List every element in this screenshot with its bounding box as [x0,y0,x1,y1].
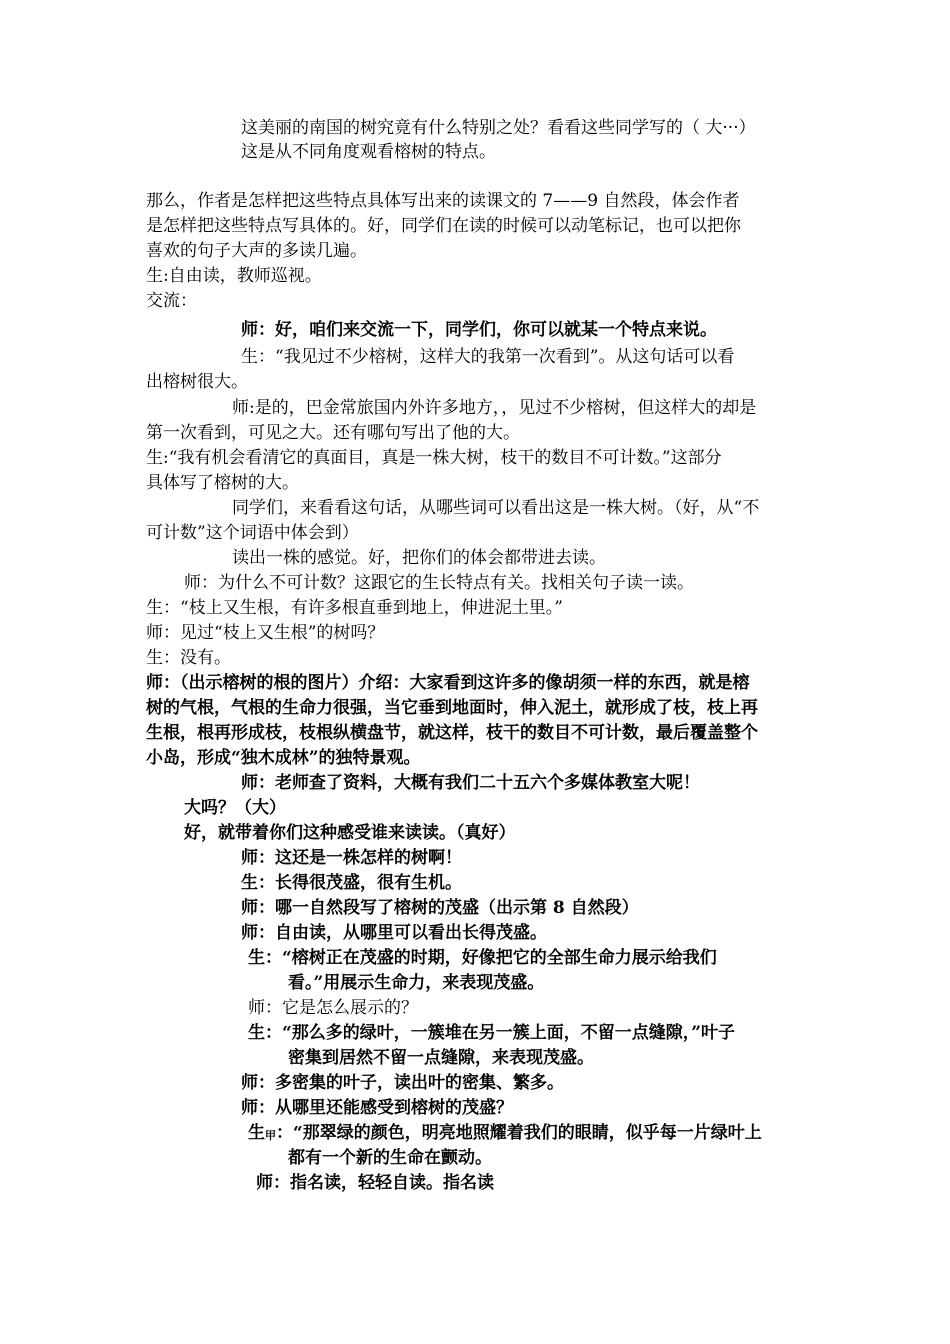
text-line: 好，就带着你们这种感受谁来读读。（真好） [184,823,516,843]
text-line: 读出一株的感觉。好，把你们的体会都带进去读。 [232,548,606,568]
text-line: 是怎样把这些特点写具体的。好，同学们在读的时候可以动笔标记，也可以把你 [146,216,741,236]
text-line: 师：见过“枝上又生根”的树吗？ [146,623,385,643]
text-line: 师：为什么不可计数？这跟它的生长特点有关。找相关句子读一读。 [184,573,694,593]
text-line: 可计数”这个词语中体会到） [146,523,359,543]
text-line: 喜欢的句子大声的多读几遍。 [146,241,367,261]
text-line: 师：好，咱们来交流一下，同学们，你可以就某一个特点来说。 [241,320,717,340]
text-line: 师：指名读，轻轻自读。指名读 [256,1173,494,1193]
text-line: 生：“我见过不少榕树，这样大的我第一次看到”。从这句话可以看 [241,347,735,367]
text-line: 都有一个新的生命在颤动。 [288,1148,492,1168]
text-line: 师：（出示榕树的根的图片）介绍：大家看到这许多的像胡须一样的东西，就是榕 [146,673,750,693]
text-line: 生：没有。 [146,648,231,668]
text-line: 师：多密集的叶子，读出叶的密集、繁多。 [241,1073,564,1093]
text-line: 这是从不同角度观看榕树的特点。 [241,142,496,162]
text-line: 出榕树很大。 [146,372,248,392]
text-line: 生：“枝上又生根，有许多根直垂到地上，伸进泥土里。” [146,598,563,618]
text-line: 生：长得很茂盛，很有生机。 [241,873,462,893]
text-line: 树的气根，气根的生命力很强，当它垂到地面时，伸入泥土，就形成了枝，枝上再 [146,698,758,718]
text-line: 第一次看到，可见之大。还有哪句写出了他的大。 [146,423,520,443]
text-line: 师：哪一自然段写了榕树的茂盛（出示第 8 自然段） [241,898,639,918]
text-line: 看。”用展示生命力，来表现茂盛。 [288,973,545,993]
text-line: 师：从哪里还能感受到榕树的茂盛？ [241,1098,513,1118]
line-content: ：“那翠绿的颜色，明亮地照耀着我们的眼睛，似乎每一片绿叶上 [276,1123,762,1143]
text-line: 师：老师查了资料，大概有我们二十五六个多媒体教室大呢！ [241,773,700,793]
text-line: 生：“那么多的绿叶，一簇堆在另一簇上面，不留一点缝隙，”叶子 [248,1023,736,1043]
text-line [248,1121,762,1148]
text-line: 师：自由读，从哪里可以看出长得茂盛。 [241,923,547,943]
text-line: 师:是的，巴金常旅国内外许多地方，，见过不少榕树，但这样大的却是 [232,398,757,418]
text-line: 生根，根再形成枝，枝根纵横盘节，就这样，枝干的数目不可计数，最后覆盖整个 [146,723,758,743]
text-line: 师：它是怎么展示的？ [248,998,418,1018]
text-line: 这美丽的南国的树究竟有什么特别之处？看看这些同学写的（ 大···） [241,118,756,138]
text-line: 生:“我有机会看清它的真面目，真是一株大树，枝干的数目不可计数。”这部分 [146,448,722,468]
text-line: 密集到居然不留一点缝隙，来表现茂盛。 [288,1048,594,1068]
speaker-label: 生 [248,1123,265,1143]
text-line: 同学们，来看看这句话，从哪些词可以看出这是一株大树。（好，从“不 [232,498,760,518]
text-line: 那么，作者是怎样把这些特点具体写出来的读课文的 7——9 自然段，体会作者 [146,191,740,211]
text-line: 具体写了榕树的大。 [146,473,299,493]
text-line: 生：“榕树正在茂盛的时期，好像把它的全部生命力展示给我们 [248,948,717,968]
text-line: 生:自由读，教师巡视。 [146,266,322,286]
text-line: 大吗？（大） [184,798,286,818]
text-line: 小岛，形成“独木成林”的独特景观。 [146,748,421,768]
speaker-subscript: 甲 [265,1129,276,1142]
text-line: 交流： [146,291,197,311]
text-line: 师：这还是一株怎样的树啊！ [241,848,462,868]
